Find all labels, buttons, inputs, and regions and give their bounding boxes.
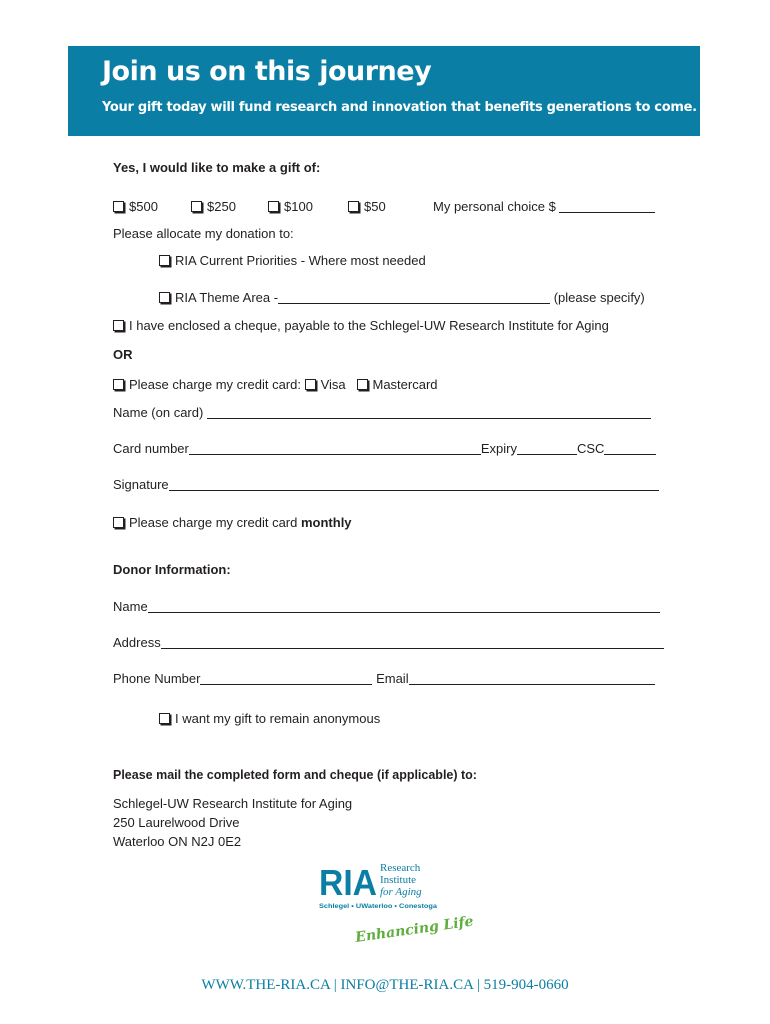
footer-contact: WWW.THE-RIA.CA | INFO@THE-RIA.CA | 519-904-0660 [201, 977, 569, 993]
address-field[interactable] [113, 635, 664, 651]
mail-heading: Please mail the completed form and cheque (if applicable) to: [113, 768, 477, 782]
amount-500-option[interactable] [113, 199, 158, 215]
page-title: Join us on this journey [102, 56, 432, 87]
checkbox-icon[interactable] [268, 201, 279, 212]
address-line[interactable] [161, 636, 664, 649]
expiry-line[interactable] [517, 442, 577, 455]
mail-address-line3: Waterloo ON N2J 0E2 [113, 834, 242, 849]
donor-heading: Donor Information: [113, 562, 231, 577]
checkbox-icon[interactable] [159, 292, 170, 303]
personal-choice-field[interactable] [433, 199, 655, 215]
anonymous-label: I want my gift to remain anonymous [175, 711, 381, 726]
card-number-label: Card number [113, 441, 189, 456]
amount-100-option[interactable] [268, 199, 313, 215]
gift-heading: Yes, I would like to make a gift of: [113, 160, 321, 175]
signature-field[interactable] [113, 477, 659, 493]
priorities-option[interactable] [159, 253, 426, 269]
email-line[interactable] [409, 672, 655, 685]
checkbox-icon[interactable] [159, 255, 170, 266]
anonymous-option[interactable] [159, 711, 380, 727]
logo-letters: RIA [319, 862, 377, 903]
address-label: Address [113, 635, 161, 650]
ria-logo [316, 858, 475, 950]
card-details-field[interactable] [113, 441, 656, 457]
cheque-label: I have enclosed a cheque, payable to the Schlegel-UW Research Institute for Aging [129, 318, 609, 333]
credit-card-label: Please charge my credit card: [129, 377, 301, 392]
credit-card-option[interactable] [113, 377, 438, 393]
mastercard-checkbox-icon[interactable] [357, 379, 368, 390]
csc-label: CSC [577, 441, 605, 456]
allocate-label: Please allocate my donation to: [113, 226, 294, 241]
header-banner [68, 46, 700, 136]
mastercard-label: Mastercard [372, 377, 438, 392]
logo-line1: Research [380, 862, 421, 874]
checkbox-icon[interactable] [191, 201, 202, 212]
theme-area-label: RIA Theme Area - [175, 290, 279, 305]
phone-label: Phone Number [113, 671, 201, 686]
amount-label: $50 [364, 199, 386, 214]
expiry-label: Expiry [480, 441, 517, 456]
donor-name-line[interactable] [148, 600, 660, 613]
or-separator: OR [113, 347, 133, 362]
signature-label: Signature [113, 477, 169, 492]
amount-label: $100 [284, 199, 313, 214]
mail-address-line1: Schlegel-UW Research Institute for Aging [113, 796, 353, 811]
amount-250-option[interactable] [191, 199, 236, 215]
personal-choice-line[interactable] [559, 200, 655, 213]
name-on-card-label: Name (on card) [113, 405, 204, 420]
logo-line3: for Aging [380, 886, 422, 898]
email-label: Email [376, 671, 409, 686]
phone-email-field[interactable] [113, 671, 655, 687]
name-on-card-line[interactable] [207, 406, 651, 419]
logo-partners: Schlegel • UWaterloo • Conestoga [319, 903, 438, 910]
signature-line[interactable] [169, 478, 659, 491]
page-subtitle: Your gift today will fund research and innovation that benefits generations to come. [102, 100, 697, 115]
checkbox-icon[interactable] [113, 517, 124, 528]
priorities-label: RIA Current Priorities - Where most needed [175, 253, 426, 268]
monthly-label: Please charge my credit card [129, 515, 298, 530]
please-specify-label: (please specify) [553, 290, 645, 305]
checkbox-icon[interactable] [348, 201, 359, 212]
checkbox-icon[interactable] [113, 320, 124, 331]
mail-address-line2: 250 Laurelwood Drive [113, 815, 240, 830]
logo-line2: Institute [380, 874, 417, 886]
amount-label: $250 [207, 199, 236, 214]
card-number-line[interactable] [189, 442, 481, 455]
amount-50-option[interactable] [348, 199, 386, 215]
theme-area-option[interactable] [159, 290, 645, 306]
name-on-card-field[interactable] [113, 405, 651, 421]
checkbox-icon[interactable] [113, 379, 124, 390]
theme-area-line[interactable] [278, 291, 550, 304]
visa-label: Visa [320, 377, 346, 392]
monthly-emphasis: monthly [300, 515, 352, 530]
personal-choice-label: My personal choice $ [433, 199, 556, 214]
checkbox-icon[interactable] [159, 713, 170, 724]
monthly-option[interactable] [113, 515, 352, 531]
visa-checkbox-icon[interactable] [305, 379, 316, 390]
cheque-option[interactable] [113, 318, 609, 334]
donor-name-label: Name [113, 599, 148, 614]
phone-line[interactable] [200, 672, 372, 685]
amount-label: $500 [129, 199, 158, 214]
csc-line[interactable] [604, 442, 656, 455]
donor-name-field[interactable] [113, 599, 660, 615]
checkbox-icon[interactable] [113, 201, 124, 212]
logo-tagline: Enhancing Life [354, 913, 475, 946]
